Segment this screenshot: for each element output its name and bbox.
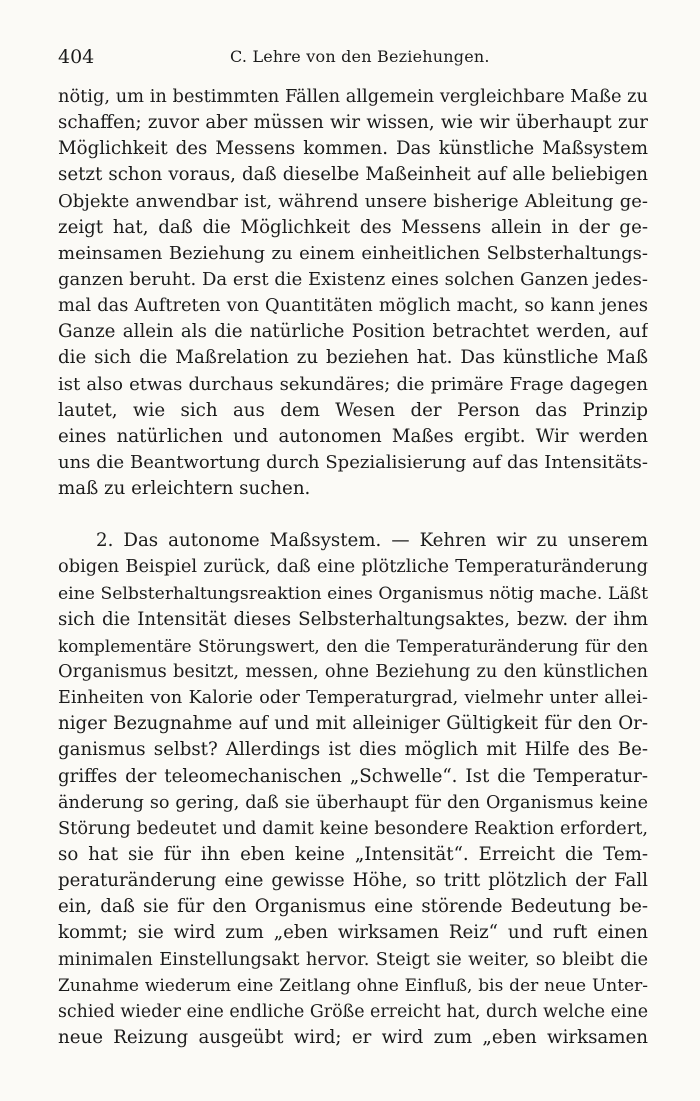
text-line: änderung so gering, daß sie überhaupt für den Organismus keine (58, 792, 648, 813)
page-number: 404 (58, 46, 95, 68)
paragraph-2 (58, 528, 648, 1051)
text-line: zeigt hat, daß die Möglichkeit des Messens allein in der ge- (58, 216, 648, 238)
text-line: niger Bezugnahme auf und mit alleiniger Gültigkeit für den Or- (58, 713, 648, 735)
paragraph-1 (58, 84, 648, 502)
running-head: C. Lehre von den Beziehungen. (230, 47, 490, 66)
text-line: nötig, um in bestimmten Fällen allgemein vergleichbare Maße zu (58, 86, 648, 107)
text-line: ist also etwas durchaus sekundäres; die primäre Frage dagegen (58, 373, 648, 395)
paragraph-spacer (58, 502, 648, 528)
text-line: Ganze allein als die natürliche Position betrachtet werden, auf (58, 321, 648, 343)
text-line: sich die Intensität dieses Selbsterhaltungsaktes, bezw. der ihm (58, 608, 648, 630)
text-line: so hat sie für ihn eben keine „Intensität“. Erreicht die Tem- (58, 843, 648, 865)
text-line: Zunahme wiederum eine Zeitlang ohne Einfluß, bis der neue Unter- (58, 975, 648, 996)
text-line: schaffen; zuvor aber müssen wir wissen, wie wir überhaupt zur (58, 112, 648, 134)
text-line: eines natürlichen und autonomen Maßes ergibt. Wir werden (58, 425, 648, 447)
text-line: Einheiten von Kalorie oder Temperaturgrad, vielmehr unter allei- (58, 688, 648, 709)
text-line: setzt schon voraus, daß dieselbe Maßeinheit auf alle beliebigen (58, 164, 648, 186)
text-line: komplementäre Störungswert, den die Temperaturänderung für den (58, 635, 648, 656)
text-line: ein, daß sie für den Organismus eine störende Bedeutung be- (58, 896, 648, 918)
text-line: ganismus selbst? Allerdings ist dies möglich mit Hilfe des Be- (58, 739, 648, 761)
text-line: kommt; sie wird zum „eben wirksamen Reiz“ und ruft einen (58, 922, 648, 944)
text-line: minimalen Einstellungsakt hervor. Steigt sie weiter, so bleibt die (58, 948, 648, 970)
text-line: eine Selbsterhaltungsreaktion eines Organismus nötig mache. Läßt (58, 583, 648, 604)
section-heading-line: 2. Das autonome Maßsystem. — Kehren wir zu unserem (96, 530, 648, 552)
text-line: Möglichkeit des Messens kommen. Das künstliche Maßsystem (58, 138, 648, 160)
text-line: schied wieder eine endliche Größe erreicht hat, durch welche eine (58, 1001, 648, 1022)
text-line: obigen Beispiel zurück, daß eine plötzliche Temperaturänderung (58, 556, 648, 578)
text-line: die sich die Maßrelation zu beziehen hat. Das künstliche Maß (58, 347, 648, 369)
text-line: Störung bedeutet und damit keine besondere Reaktion erfordert, (58, 817, 648, 839)
text-line: peraturänderung eine gewisse Höhe, so tritt plötzlich der Fall (58, 870, 648, 892)
text-line: neue Reizung ausgeübt wird; er wird zum „eben wirksamen (58, 1026, 648, 1048)
text-line: ganzen beruht. Da erst die Existenz eines solchen Ganzen jedes- (58, 268, 648, 290)
body-text (58, 84, 648, 1051)
text-line: mal das Auftreten von Quantitäten möglich macht, so kann jenes (58, 295, 648, 317)
text-line: Objekte anwendbar ist, während unsere bisherige Ableitung ge- (58, 190, 648, 212)
text-line: griffes der teleomechanischen „Schwelle“. Ist die Temperatur- (58, 765, 648, 787)
text-line: maß zu erleichtern suchen. (58, 478, 311, 500)
text-line: uns die Beantwortung durch Spezialisierung auf das Intensitäts- (58, 451, 648, 473)
page-header (0, 46, 700, 72)
text-line: Organismus besitzt, messen, ohne Beziehung zu den künstlichen (58, 660, 648, 682)
text-line: meinsamen Beziehung zu einem einheitlichen Selbsterhaltungs- (58, 242, 648, 264)
text-line: lautet, wie sich aus dem Wesen der Person das Prinzip (58, 399, 648, 421)
